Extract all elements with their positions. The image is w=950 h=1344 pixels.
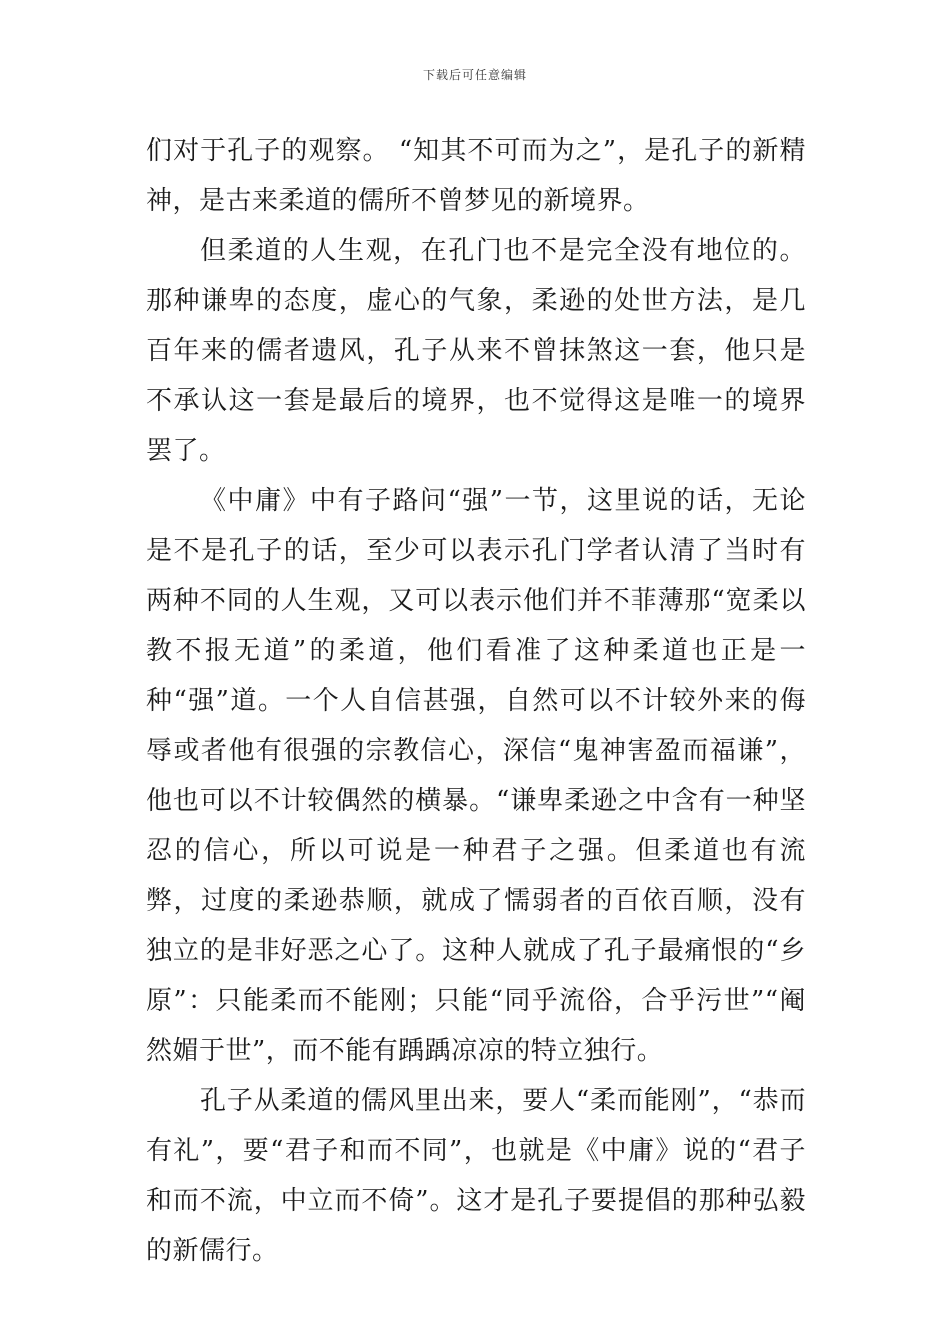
paragraph-2: 但柔道的人生观，在孔门也不是完全没有地位的。那种谦卑的态度，虚心的气象，柔逊的处世方法，是几百年来的儒者遗风，孔子从来不曾抹煞这一套，他只是不承认这一套是最后的境界，也不觉得这是唯一的境界罢了。	[146, 236, 806, 466]
body-text	[146, 126, 806, 1276]
paragraph-4: 孔子从柔道的儒风里出来，要人“柔而能刚”，“恭而有礼”，要“君子和而不同”，也就是《中庸》说的“君子和而不流，中立而不倚”。这才是孔子要提倡的那种弘毅的新儒行。	[146, 1086, 806, 1266]
paragraph-1: 们对于孔子的观察。 “知其不可而为之”，是孔子的新精神，是古来柔道的儒所不曾梦见的新境界。	[146, 136, 806, 216]
paragraph-3: 《中庸》中有子路问“强”一节，这里说的话，无论是不是孔子的话，至少可以表示孔门学者认清了当时有两种不同的人生观，又可以表示他们并不菲薄那“宽柔以教不报无道”的柔道，他们看准了这种柔道也正是一种“强”道。一个人自信甚强，自然可以不计较外来的侮辱或者他有很强的宗教信心，深信“鬼神害盈而福谦”，他也可以不计较偶然的横暴。“谦卑柔逊之中含有一种坚忍的信心，所以可说是一种君子之强。但柔道也有流弊，过度的柔逊恭顺，就成了懦弱者的百依百顺，没有独立的是非好恶之心了。这种人就成了孔子最痛恨的“乡原”：只能柔而不能刚；只能“同乎流俗，合乎污世”“阉然媚于世”，而不能有踽踽凉凉的特立独行。	[146, 486, 806, 1066]
page-header: 下载后可任意编辑	[422, 68, 527, 82]
